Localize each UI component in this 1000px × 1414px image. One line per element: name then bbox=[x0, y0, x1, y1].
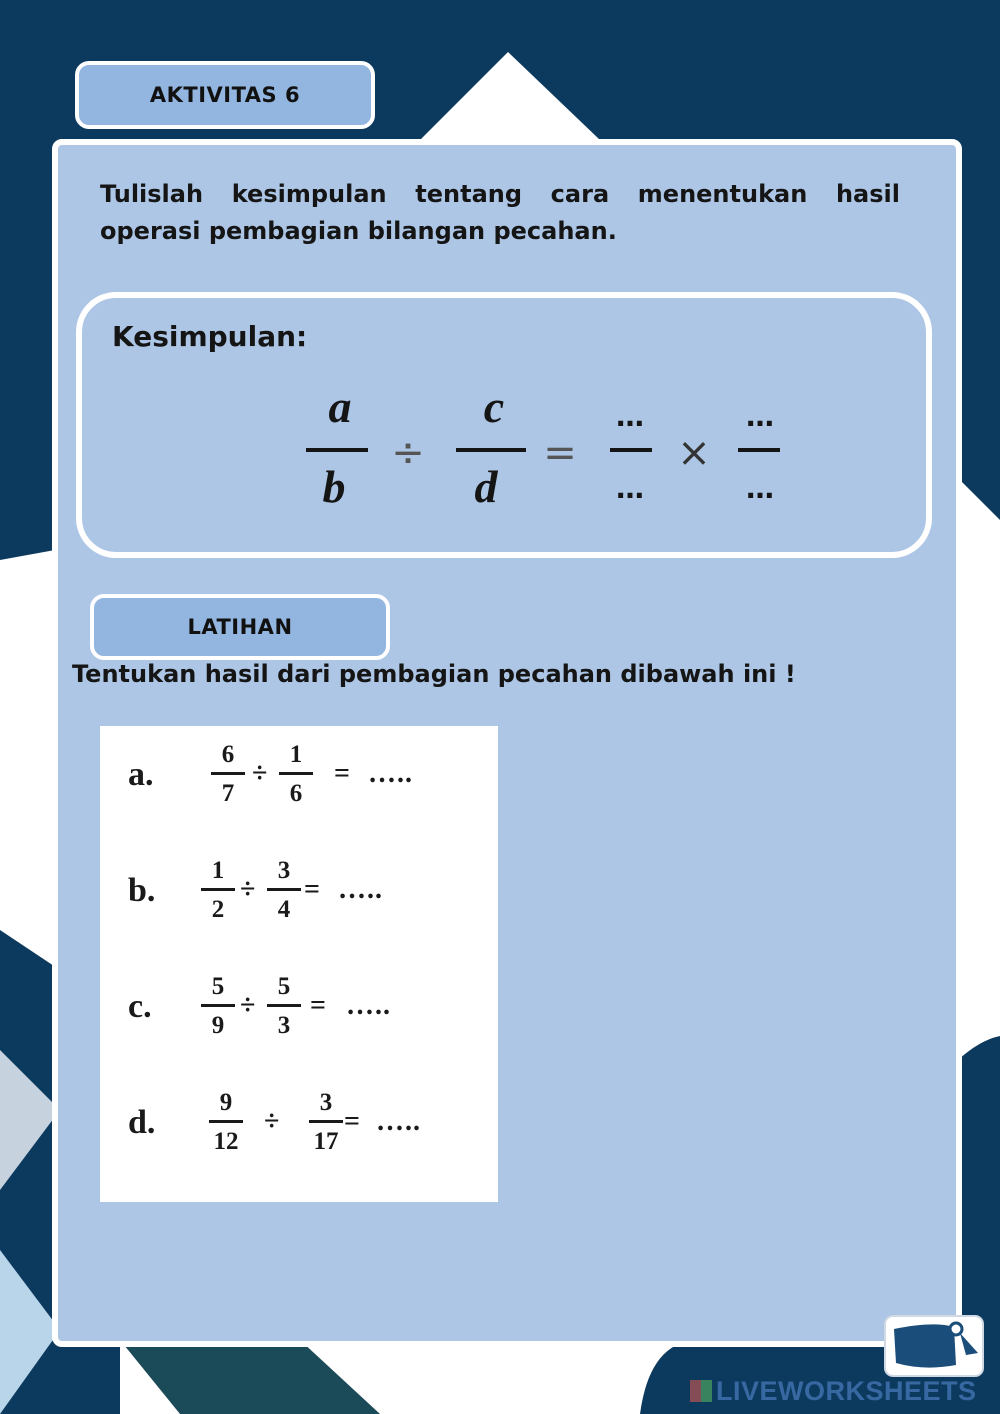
fraction-1 bbox=[198, 972, 238, 1043]
exercise-instruction: Tentukan hasil dari pembagian pecahan dibawah ini ! bbox=[72, 660, 796, 688]
fraction-2 bbox=[264, 972, 304, 1043]
numerator: 6 bbox=[221, 741, 235, 768]
equals-sign: = bbox=[304, 874, 320, 905]
blank2-numerator: … bbox=[746, 400, 774, 433]
formula-left-denominator: b bbox=[322, 461, 346, 512]
exercise-tab-label: LATIHAN bbox=[90, 594, 390, 660]
numerator: 9 bbox=[219, 1089, 233, 1116]
numerator: 1 bbox=[211, 857, 225, 884]
fraction-2 bbox=[276, 740, 316, 811]
fraction-1 bbox=[208, 740, 248, 811]
problem-label: b. bbox=[128, 872, 156, 909]
denominator: 9 bbox=[211, 1012, 225, 1039]
division-formula bbox=[296, 378, 796, 518]
denominator: 7 bbox=[221, 780, 235, 807]
liveworksheets-watermark bbox=[690, 1376, 977, 1407]
exercise-card bbox=[100, 726, 498, 1202]
fraction-2 bbox=[264, 856, 304, 927]
numerator: 1 bbox=[289, 741, 303, 768]
formula-div-op: ÷ bbox=[391, 430, 425, 476]
denominator: 3 bbox=[277, 1012, 291, 1039]
blank2-denominator: … bbox=[746, 472, 774, 505]
divide-operator: ÷ bbox=[252, 758, 268, 789]
denominator: 6 bbox=[289, 780, 303, 807]
formula-mul-op: × bbox=[677, 430, 711, 476]
activity-label: AKTIVITAS 6 bbox=[75, 61, 375, 129]
liveworksheets-logo-icon[interactable] bbox=[884, 1315, 984, 1377]
fraction-2 bbox=[306, 1088, 346, 1159]
numerator: 5 bbox=[277, 973, 291, 1000]
numerator: 5 bbox=[211, 973, 225, 1000]
formula-right-numerator: c bbox=[483, 381, 505, 432]
watermark-text: LIVEWORKSHEETS bbox=[716, 1376, 977, 1406]
denominator: 17 bbox=[313, 1128, 339, 1155]
problem-c bbox=[100, 966, 498, 1046]
formula-left-numerator: a bbox=[328, 381, 352, 432]
numerator: 3 bbox=[277, 857, 291, 884]
answer-blank[interactable]: ….. bbox=[338, 874, 383, 905]
liveworksheets-mark-icon bbox=[690, 1380, 712, 1402]
problem-label: d. bbox=[128, 1104, 156, 1141]
blank1-numerator: … bbox=[616, 400, 644, 433]
answer-blank[interactable]: ….. bbox=[376, 1106, 421, 1137]
answer-blank[interactable]: ….. bbox=[368, 758, 413, 789]
equals-sign: = bbox=[334, 758, 350, 789]
conclusion-title: Kesimpulan: bbox=[112, 320, 308, 353]
problem-a bbox=[100, 734, 498, 814]
equals-sign: = bbox=[310, 990, 326, 1021]
divide-operator: ÷ bbox=[264, 1106, 280, 1137]
problem-b bbox=[100, 850, 498, 930]
fraction-1 bbox=[198, 856, 238, 927]
divide-operator: ÷ bbox=[240, 990, 256, 1021]
blank1-denominator: … bbox=[616, 472, 644, 505]
instruction-text: Tulislah kesimpulan tentang cara menentukan hasil operasi pembagian bilangan pecahan. bbox=[100, 180, 900, 245]
equals-sign: = bbox=[344, 1106, 360, 1137]
problem-label: a. bbox=[128, 756, 154, 793]
fraction-1 bbox=[206, 1088, 246, 1159]
numerator: 3 bbox=[319, 1089, 333, 1116]
formula-right-denominator: d bbox=[474, 461, 498, 512]
denominator: 4 bbox=[277, 896, 291, 923]
denominator: 12 bbox=[213, 1128, 239, 1155]
problem-d bbox=[100, 1082, 498, 1162]
formula-equals: = bbox=[543, 430, 577, 476]
answer-blank[interactable]: ….. bbox=[346, 990, 391, 1021]
problem-label: c. bbox=[128, 988, 152, 1025]
denominator: 2 bbox=[211, 896, 225, 923]
divide-operator: ÷ bbox=[240, 874, 256, 905]
